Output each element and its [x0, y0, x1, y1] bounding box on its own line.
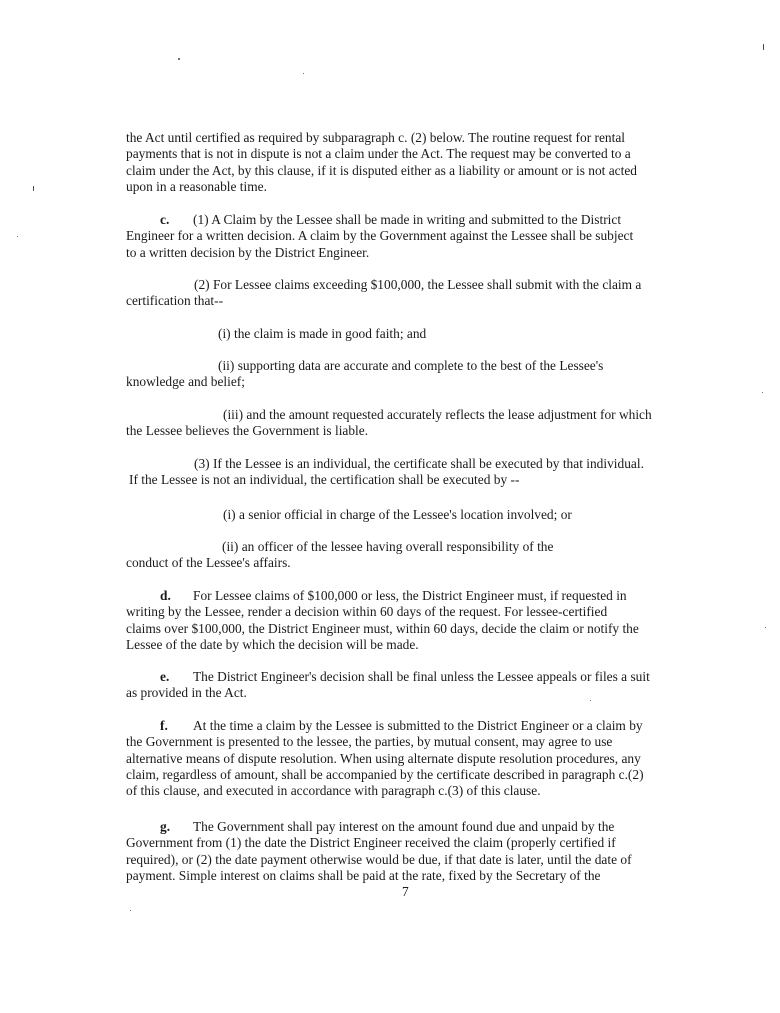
paragraph-c-3-ii [126, 539, 682, 572]
text-line: certification that-- [126, 293, 224, 309]
text-line: (3) If the Lessee is an individual, the certificate shall be executed by that individual. [194, 456, 644, 471]
text-line-content: At the time a claim by the Lessee is submitted to the District Engineer or a claim by [193, 718, 643, 733]
text-line: the Act until certified as required by subparagraph c. (2) below. The routine request for rental [126, 130, 625, 145]
text-line: to a written decision by the District Engineer. [126, 244, 370, 260]
text-line [126, 212, 682, 228]
text-line-content: For Lessee claims of $100,000 or less, the District Engineer must, if requested in [193, 588, 627, 603]
paragraph-f [126, 718, 682, 799]
text-line: (2) For Lessee claims exceeding $100,000, the Lessee shall submit with the claim a [194, 277, 642, 292]
text-line: the Lessee believes the Government is liable. [126, 423, 369, 439]
text-line: (iii) and the amount requested accurately reflects the lease adjustment for which [223, 407, 652, 422]
paragraph-e [126, 669, 682, 702]
text-line: Lessee of the date by which the decision will be made. [126, 636, 419, 652]
text-line: If the Lessee is not an individual, the certification shall be executed by -- [129, 472, 520, 488]
paragraph-intro [126, 130, 682, 195]
text-line: claims over $100,000, the District Engineer must, within 60 days, decide the claim or notify the [126, 620, 639, 636]
text-line [126, 819, 682, 835]
paragraph-c-1 [126, 212, 682, 261]
scan-speck [765, 627, 766, 628]
text-line: required), or (2) the date payment otherwise would be due, if that date is later, until the date of [126, 851, 632, 867]
text-line: (ii) supporting data are accurate and complete to the best of the Lessee's [218, 358, 604, 373]
paragraph-label: c. [160, 212, 170, 227]
scan-speck [178, 58, 180, 60]
text-line: (ii) an officer of the lessee having overall responsibility of the [222, 539, 554, 554]
text-line: payments that is not in dispute is not a claim under the Act. The request may be converted to a [126, 146, 631, 162]
text-line: claim under the Act, by this clause, if it is disputed either as a liability or amount or is not acted [126, 162, 637, 178]
text-line: upon in a reasonable time. [126, 178, 267, 194]
paragraph-label: f. [160, 718, 168, 733]
text-line: Government from (1) the date the District Engineer received the claim (properly certified if [126, 835, 616, 851]
paragraph-label: e. [160, 669, 170, 684]
text-line: as provided in the Act. [126, 685, 247, 701]
text-line [126, 669, 682, 685]
scan-speck [763, 44, 764, 50]
paragraph-label: g. [160, 819, 171, 834]
scan-speck [762, 392, 763, 393]
text-line-content: The Government shall pay interest on the amount found due and unpaid by the [193, 819, 615, 834]
scan-speck [33, 186, 34, 191]
text-line: conduct of the Lessee's affairs. [126, 555, 291, 571]
paragraph-d [126, 588, 682, 653]
text-line-content: (1) A Claim by the Lessee shall be made in writing and submitted to the District [193, 212, 622, 227]
text-line: (i) a senior official in charge of the Lessee's location involved; or [223, 507, 572, 522]
text-line: claim, regardless of amount, shall be accompanied by the certificate described in paragraph c.(2) [126, 766, 644, 782]
text-line: (i) the claim is made in good faith; and [218, 326, 427, 341]
text-line: payment. Simple interest on claims shall be paid at the rate, fixed by the Secretary of the [126, 867, 601, 883]
text-line [126, 718, 682, 734]
text-line: of this clause, and executed in accordance with paragraph c.(3) of this clause. [126, 783, 541, 799]
text-line: knowledge and belief; [126, 374, 245, 390]
scan-speck [303, 73, 304, 74]
text-line: alternative means of dispute resolution. When using alternate dispute resolution procedures, any [126, 750, 641, 766]
paragraph-c-3-i [223, 507, 779, 523]
text-line-content: The District Engineer's decision shall be final unless the Lessee appeals or files a suit [193, 669, 650, 684]
scan-speck [130, 910, 131, 911]
text-line [126, 588, 682, 604]
paragraph-c-2 [126, 277, 682, 310]
text-line: Engineer for a written decision. A claim by the Government against the Lessee shall be subject [126, 228, 634, 244]
scan-speck [17, 236, 18, 237]
paragraph-c-3 [129, 456, 685, 489]
text-line: writing by the Lessee, render a decision within 60 days of the request. For lessee-certified [126, 604, 608, 620]
paragraph-g [126, 819, 682, 884]
paragraph-c-2-i [218, 326, 774, 342]
text-line: the Government is presented to the lessee, the parties, by mutual consent, may agree to use [126, 734, 613, 750]
paragraph-label: d. [160, 588, 171, 603]
page-number: 7 [402, 884, 409, 899]
paragraph-c-2-iii [126, 407, 682, 440]
paragraph-c-2-ii [126, 358, 682, 391]
